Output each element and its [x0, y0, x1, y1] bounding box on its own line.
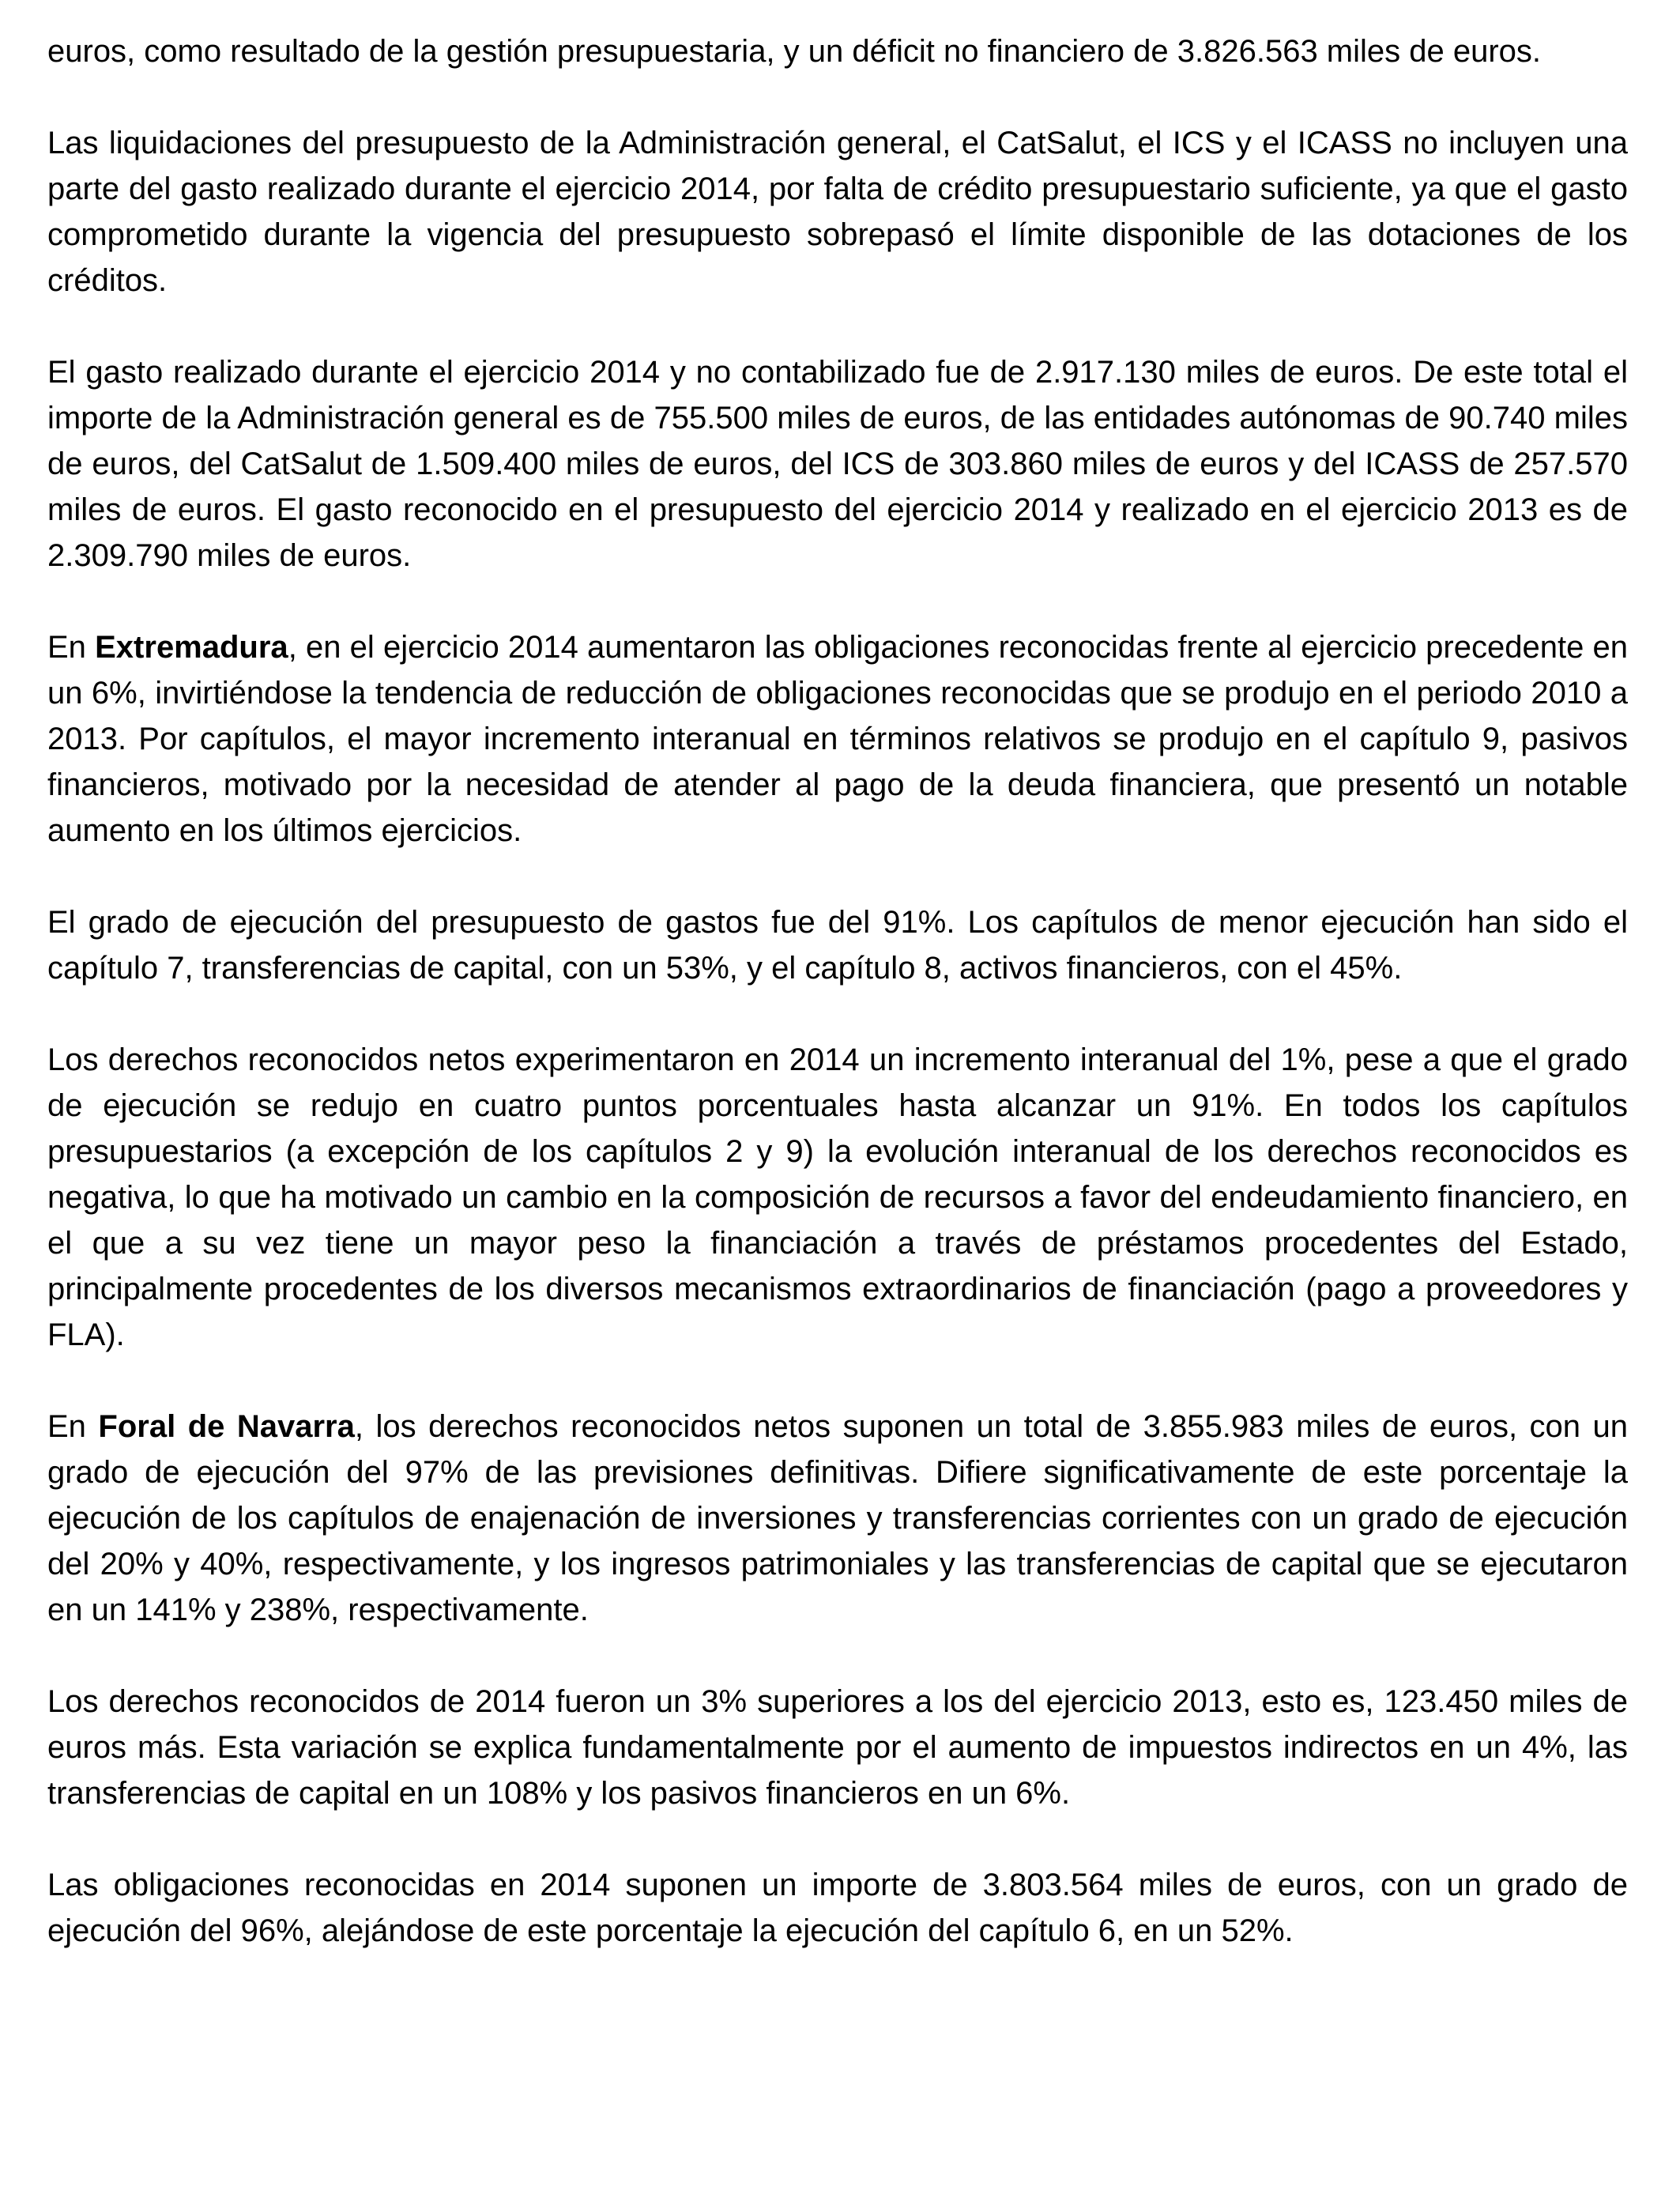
paragraph-text: Los derechos reconocidos netos experimentaron en 2014 un incremento interanual del 1%, pese a que el grado de ejecución se redujo en cuatro puntos porcentuales hasta alcanzar un 91%. En todos los capítulos presupuestarios (a excepción de los capítulos 2 y 9) la evolución interanual de los derechos reconocidos es negativa, lo que ha motivado un cambio en la composición de recursos a favor del endeudamiento financiero, en el que a su vez tiene un mayor peso la financiación a través de préstamos procedentes del Estado, principalmente procedentes de los diversos mecanismos extraordinarios de financiación (pago a proveedores y FLA). — [47, 1042, 1628, 1352]
paragraph-text: euros, como resultado de la gestión presupuestaria, y un déficit no financiero de 3.826.563 miles de euros. — [47, 34, 1542, 69]
region-name-navarra: Foral de Navarra — [98, 1409, 355, 1444]
paragraph-extremadura-obligaciones — [47, 624, 1628, 854]
paragraph-extremadura-ejecucion — [47, 899, 1628, 991]
paragraph-navarra-variacion — [47, 1679, 1628, 1816]
paragraph-text: Los derechos reconocidos de 2014 fueron un 3% superiores a los del ejercicio 2013, esto es, 123.450 miles de euros más. Esta variación se explica fundamentalmente por el aumento de impuestos indirectos en un 4%, las transferencias de capital en un 108% y los pasivos financieros en un 6%. — [47, 1684, 1628, 1811]
paragraph-extremadura-derechos — [47, 1037, 1628, 1358]
paragraph-liquidaciones — [47, 120, 1628, 303]
region-name-extremadura: Extremadura — [95, 630, 288, 665]
paragraph-text: El gasto realizado durante el ejercicio 2014 y no contabilizado fue de 2.917.130 miles de euros. De este total el importe de la Administración general es de 755.500 miles de euros, de las entidades autónomas de 90.740 miles de euros, del CatSalut de 1.509.400 miles de euros, del ICS de 303.860 miles de euros y del ICASS de 257.570 miles de euros. El gasto reconocido en el presupuesto del ejercicio 2014 y realizado en el ejercicio 2013 es de 2.309.790 miles de euros. — [47, 355, 1628, 573]
document-page — [47, 28, 1628, 1954]
paragraph-deficit-conclusion — [47, 28, 1628, 74]
paragraph-navarra-derechos — [47, 1404, 1628, 1633]
paragraph-navarra-obligaciones — [47, 1862, 1628, 1954]
paragraph-text: , en el ejercicio 2014 aumentaron las obligaciones reconocidas frente al ejercicio precedente en un 6%, invirtiéndose la tendencia de reducción de obligaciones reconocidas que se produjo en el periodo 2010 a 2013. Por capítulos, el mayor incremento interanual en términos relativos se produjo en el capítulo 9, pasivos financieros, motivado por la necesidad de atender al pago de la deuda financiera, que presentó un notable aumento en los últimos ejercicios. — [47, 630, 1629, 848]
paragraph-text: El grado de ejecución del presupuesto de gastos fue del 91%. Los capítulos de menor ejecución han sido el capítulo 7, transferencias de capital, con un 53%, y el capítulo 8, activos financieros, con el 45%. — [47, 905, 1628, 986]
paragraph-text: Las liquidaciones del presupuesto de la Administración general, el CatSalut, el ICS y el ICASS no incluyen una parte del gasto realizado durante el ejercicio 2014, por falta de crédito presupuestario suficiente, ya que el gasto comprometido durante la vigencia del presupuesto sobrepasó el límite disponible de las dotaciones de los créditos. — [47, 126, 1628, 298]
paragraph-text: Las obligaciones reconocidas en 2014 suponen un importe de 3.803.564 miles de euros, con un grado de ejecución del 96%, alejándose de este porcentaje la ejecución del capítulo 6, en un 52%. — [47, 1868, 1628, 1948]
paragraph-prefix: En — [47, 1409, 99, 1444]
paragraph-prefix: En — [47, 630, 96, 665]
paragraph-gasto-no-contabilizado — [47, 349, 1628, 579]
paragraph-text: , los derechos reconocidos netos suponen un total de 3.855.983 miles de euros, con un grado de ejecución del 97% de las previsiones definitivas. Difiere significativamente de este porcentaje la ejecución de los capítulos de enajenación de inversiones y transferencias corrientes con un grado de ejecución del 20% y 40%, respectivamente, y los ingresos patrimoniales y las transferencias de capital que se ejecutaron en un 141% y 238%, respectivamente. — [47, 1409, 1629, 1627]
